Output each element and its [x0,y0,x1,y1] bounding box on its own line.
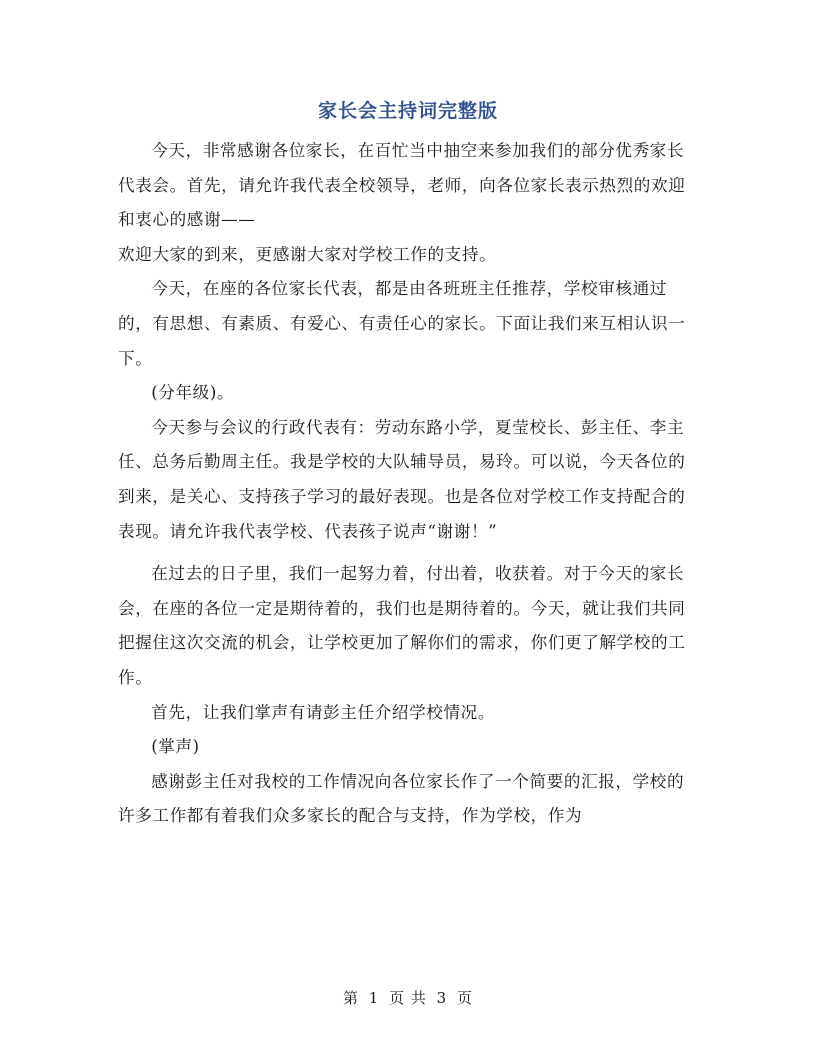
footer-mid: 页 共 [389,989,427,1007]
paragraph-5: 今天参与会议的行政代表有：劳动东路小学，夏莹校长、彭主任、李主任、总务后勤周主任。我是学校的大队辅导员，易玲。可以说，今天各位的到来，是关心、支持孩子学习的最好表现。也是各位对学校工作支持配合的表现。请允许我代表学校、代表孩子说声“谢谢！” [118,417,686,541]
paragraph-7: 首先，让我们掌声有请彭主任介绍学校情况。 [151,702,496,722]
page-footer [0,987,816,1008]
paragraph-3: 今天，在座的各位家长代表，都是由各班班主任推荐，学校审核通过的，有思想、有素质、有爱心、有责任心的家长。下面让我们来互相认识一下。 [118,279,686,368]
document-title: 家长会主持词完整版 [317,100,498,122]
paragraph-2: 欢迎大家的到来，更感谢大家对学校工作的支持。 [118,244,497,264]
paragraph-4: (分年级)。 [151,383,235,403]
paragraph-9: 感谢彭主任对我校的工作情况向各位家长作了一个简要的汇报，学校的许多工作都有着我们众多家长的配合与支持，作为学校，作为 [118,771,685,826]
paragraph-8: (掌声) [151,737,200,757]
footer-suffix: 页 [457,989,474,1007]
footer-prefix: 第 [342,989,359,1007]
paragraph-6: 在过去的日子里，我们一起努力着，付出着，收获着。对于今天的家长会，在座的各位一定是期待着的，我们也是期待着的。今天，就让我们共同把握住这次交流的机会，让学校更加了解你们的需求，你们更了解学校的工作。 [118,564,686,687]
paragraph-1: 今天，非常感谢各位家长，在百忙当中抽空来参加我们的部分优秀家长代表会。首先，请允许我代表全校领导，老师，向各位家长表示热烈的欢迎和衷心的感谢—— [118,141,686,230]
footer-total-pages: 3 [436,989,448,1007]
footer-current-page: 1 [368,989,380,1007]
document-body [118,134,698,834]
